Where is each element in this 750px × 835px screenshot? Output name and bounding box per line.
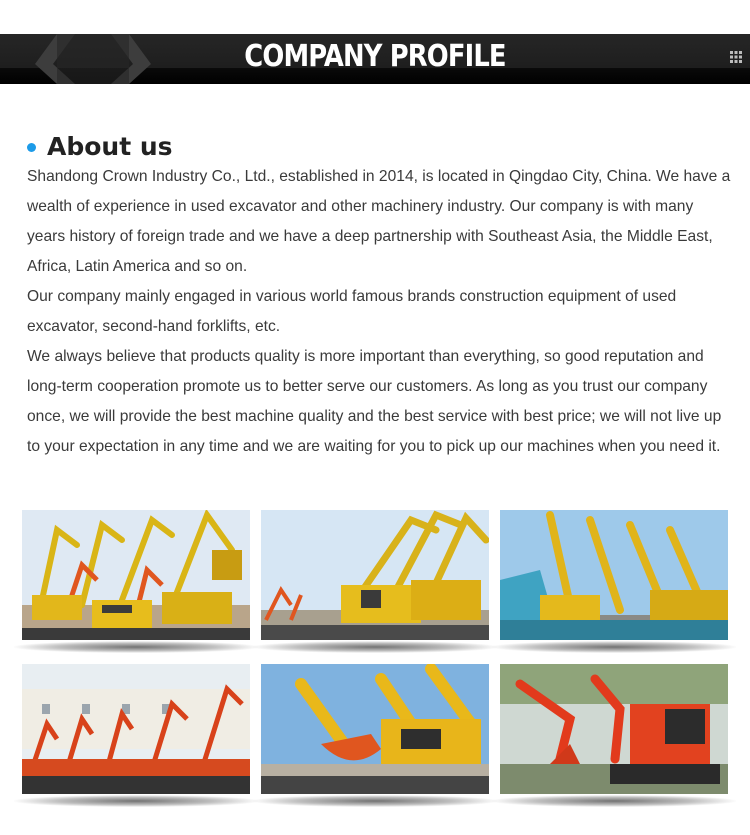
about-paragraph: Our company mainly engaged in various world famous brands construction equipment of used excavator, second-hand forklifts, etc. — [27, 288, 677, 335]
gallery-item — [253, 510, 481, 658]
about-paragraph: Shandong Crown Industry Co., Ltd., established in 2014, is located in Qingdao City, China. We have a wealth of experience in used excavator and other machinery industry. Our company is with many years history of foreign trade and we have a deep partnership with Southeast Asia, the Middle East, Africa, Latin America and so on. — [27, 168, 731, 275]
grid-icon[interactable] — [730, 51, 742, 63]
photo-shadow — [492, 795, 736, 807]
excavator-photo[interactable] — [500, 510, 728, 640]
gallery-item — [492, 664, 720, 812]
excavator-photo[interactable] — [22, 664, 250, 794]
section-title: COMPANY PROFILE — [244, 39, 506, 74]
gallery-item — [14, 510, 242, 658]
excavator-photo[interactable] — [261, 510, 489, 640]
photo-shadow — [253, 641, 497, 653]
gallery-item — [253, 664, 481, 812]
about-heading — [27, 128, 173, 164]
about-text — [27, 162, 731, 462]
photo-shadow — [253, 795, 497, 807]
photo-shadow — [492, 641, 736, 653]
about-paragraph: We always believe that products quality is more important than everything, so good reputation and long-term cooperation promote us to better serve our customers. As long as you trust our company once, we will provide the best machine quality and the best service with best price; we will not live up to your expectation in any time and we are waiting for you to pick up our machines when you need it. — [27, 348, 722, 455]
excavator-photo[interactable] — [261, 664, 489, 794]
photo-shadow — [14, 641, 258, 653]
section-banner — [0, 34, 750, 84]
gallery-item — [492, 510, 720, 658]
excavator-photo[interactable] — [22, 510, 250, 640]
photo-shadow — [14, 795, 258, 807]
gallery-item — [14, 664, 242, 812]
about-title: About us — [47, 131, 173, 161]
excavator-photo[interactable] — [500, 664, 728, 794]
bullet-dot-icon — [27, 143, 36, 152]
